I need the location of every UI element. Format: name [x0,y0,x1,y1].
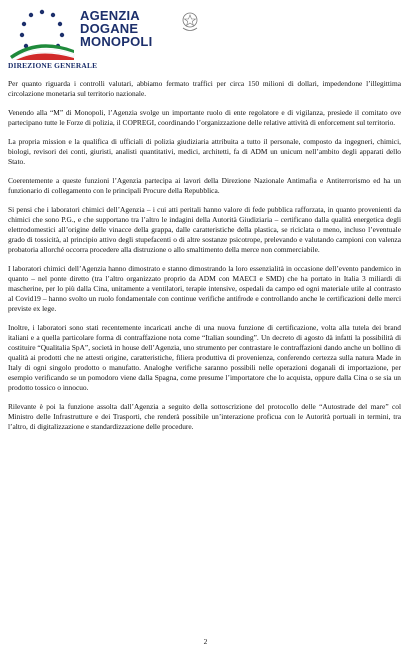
agency-name-line-3: MONOPOLI [80,34,153,49]
republic-emblem-icon [180,10,200,34]
document-body [8,79,401,441]
agency-logo-icon [8,6,76,60]
agency-name [80,9,152,48]
paragraph: Coerentemente a queste funzioni l’Agenzia partecipa ai lavori della Direzione Nazionale Antimafia e Antiterrorismo ed ha un funzionario di collegamento con le principali Procure della Repubblica. [8,176,401,195]
directorate-heading: DIREZIONE GENERALE [8,61,98,70]
paragraph: Per quanto riguarda i controlli valutari, abbiamo fermato traffici per circa 150 milioni di dollari, impedendone l’illegittima circolazione monetaria sul territorio nazionale. [8,79,401,98]
paragraph: Si pensi che i laboratori chimici dell’Agenzia – i cui atti peritali hanno valore di fede pubblica rafforzata, in quanto provenienti da chimici che sono P.G., e che supportano tra l’altro le indagini della Autorità Giudiziaria – certificano dalla qualità energetica degli elettrodomestici all’origine delle vinacce della grappa, dalle caratteristiche della plastica, se riciclata o meno, incluso l’eventuale grado di tossicità, al principio attivo degli stupefacenti o di altre sostanze psicotrope, prelevando e valutando campioni con valenza probatoria allorché occorra procedere alla distruzione o allo smaltimento della merce non commerciabile. [8,205,401,254]
paragraph: Venendo alla “M” di Monopoli, l’Agenzia svolge un importante ruolo di ente regolatore e di vigilanza, presiede il comitato ove partecipano tutte le Forze di polizia, il COPREGI, coordinando l’organizzazione delle relative attività di enforcement sul territorio. [8,108,401,127]
paragraph: Inoltre, i laboratori sono stati recentemente incaricati anche di una nuova funzione di certificazione, volta alla tutela dei brand italiani e a quella particolare forma di contraffazione nota come “Italian sounding”. Un decreto di agosto dà infatti la possibilità di costituire “Qualitalia SpA”, società in house dell’Agenzia, uno strumento per contrastare le contraffazioni dando anche un bollino di qualità ai prodotti che ne attesti origine, caratteristiche, filiera produttiva di provenienza, conferendo certezza sulla natura Made in Italy di ogni singolo prodotto o manufatto. Analoghe verifiche saranno possibili nelle operazioni doganali di importazione, per esempio verificando se un pomodoro viene dalla Spagna, come presume l’importatore che lo acquista, oppure dalla Cina o se sia un prodotto tossico o innocuo. [8,323,401,392]
agency-name-line-2: DOGANE [80,21,139,36]
letterhead [8,4,403,64]
agency-name-line-1: AGENZIA [80,8,140,23]
paragraph: I laboratori chimici dell’Agenzia hanno dimostrato e stanno dimostrando la loro essenzialità in occasione dell’evento pandemico in quanto – nel ponte diretto (tra l’altro organizzato proprio da ADM con MAECI e SMD) che ha portato in Italia 3 miliardi di mascherine, per lo più dalla Cina, unitamente a ventilatori, terapie intensive, ospedali da campo ed ogni materiale utile al contrasto al Covid19 – hanno svolto un ruolo fondamentale con continue verifiche antifrode e controllando anche le certificazioni delle merci previste ex lege. [8,264,401,313]
page-number: 2 [203,637,208,646]
paragraph: Rilevante è poi la funzione assolta dall’Agenzia a seguito della sottoscrizione del protocollo delle “Autostrade del mare” col Ministro delle Infrastrutture e dei Trasporti, che renderà possibile un’interazione proficua con le Autorità portuali in termini, tra l’altro, di digitalizzazione e standardizzazione delle procedure. [8,402,401,431]
paragraph: La propria mission e la qualifica di ufficiali di polizia giudiziaria attribuita a tutto il personale, composto da ingegneri, chimici, biologi, revisori dei conti, giuristi, analisti quantitativi, medici, architetti, fa di ADM un unicum nell’ambito degli apparati dello Stato. [8,137,401,166]
